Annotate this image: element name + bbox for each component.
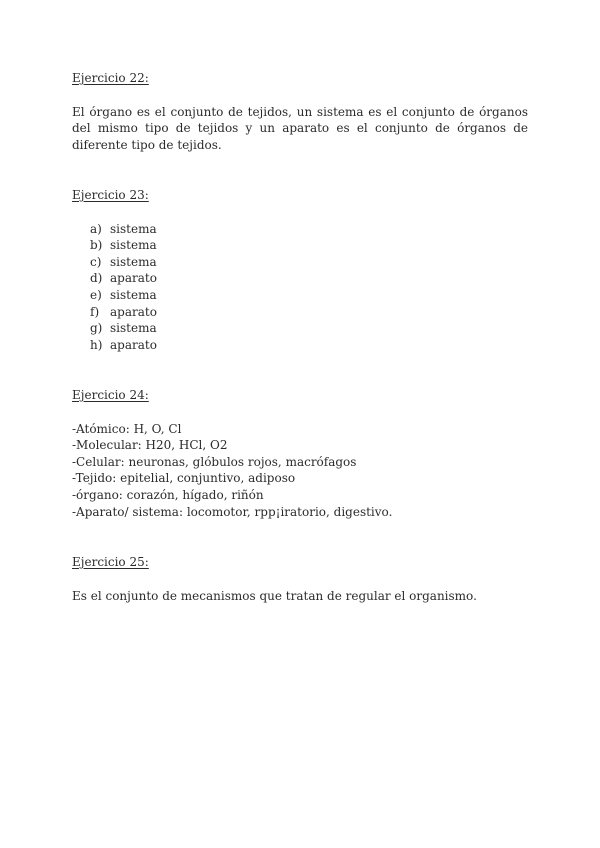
exercise-24-lines — [72, 421, 528, 521]
exercise-23 — [72, 187, 528, 353]
list-item-text: sistema — [110, 254, 157, 269]
exercise-24-heading: Ejercicio 24: — [72, 388, 149, 402]
exercise-25-heading: Ejercicio 25: — [72, 555, 149, 569]
list-item — [90, 337, 528, 354]
list-item-text: sistema — [110, 287, 157, 302]
exercise-24 — [72, 387, 528, 520]
list-item — [90, 221, 528, 238]
list-item — [90, 270, 528, 287]
list-marker: d) — [90, 271, 103, 286]
text-line: -Celular: neuronas, glóbulos rojos, macrófagos — [72, 454, 357, 469]
list-item-text: aparato — [110, 337, 157, 352]
text-line: -órgano: corazón, hígado, riñón — [72, 487, 264, 502]
list-marker: b) — [90, 238, 103, 253]
list-item — [90, 287, 528, 304]
list-marker: c) — [90, 254, 102, 269]
list-item-text: aparato — [110, 271, 157, 286]
text-line: -Tejido: epitelial, conjuntivo, adiposo — [72, 471, 296, 486]
exercise-22-heading: Ejercicio 22: — [72, 71, 149, 85]
list-item — [90, 237, 528, 254]
list-item-text: aparato — [110, 304, 157, 319]
exercise-25 — [72, 554, 528, 604]
list-marker: g) — [90, 321, 103, 336]
list-marker: f) — [90, 304, 100, 319]
list-item-text: sistema — [110, 238, 157, 253]
list-item-text: sistema — [110, 321, 157, 336]
exercise-22-answer: El órgano es el conjunto de tejidos, un sistema es el conjunto de órganos del mismo tipo de tejidos y un aparato es el conjunto de órganos de diferente tipo de tejidos. — [72, 104, 528, 152]
list-marker: h) — [90, 337, 103, 352]
exercise-23-heading: Ejercicio 23: — [72, 188, 149, 202]
list-item-text: sistema — [110, 221, 157, 236]
exercise-25-answer: Es el conjunto de mecanismos que tratan de regular el organismo. — [72, 588, 477, 603]
exercise-23-list — [72, 221, 528, 354]
exercise-22 — [72, 70, 528, 153]
text-line: -Molecular: H20, HCl, O2 — [72, 438, 228, 453]
list-marker: e) — [90, 287, 102, 302]
list-item — [90, 254, 528, 271]
text-line: -Aparato/ sistema: locomotor, rpp¡iratorio, digestivo. — [72, 504, 393, 519]
list-item — [90, 320, 528, 337]
text-line: -Atómico: H, O, Cl — [72, 421, 182, 436]
list-item — [90, 304, 528, 321]
list-marker: a) — [90, 221, 102, 236]
